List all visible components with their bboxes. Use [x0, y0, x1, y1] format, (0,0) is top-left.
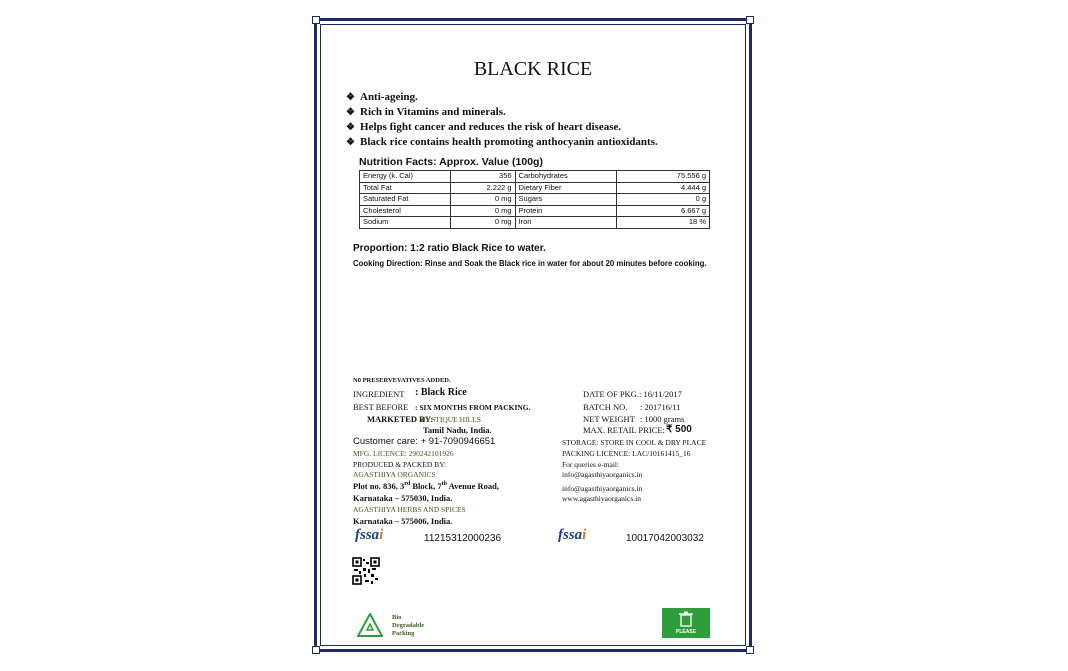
benefits-list — [346, 90, 658, 150]
table-row: Sodium 0 mg Iron 18 % — [360, 217, 710, 229]
packing-licence: PACKING LICENCE: LAC/10161415_16 — [562, 449, 691, 458]
email-2: info@agasthiyaorganics.in — [562, 484, 643, 493]
address-line2: Karnataka – 575030, India. — [353, 493, 453, 503]
fssai-number-1: 11215312000236 — [424, 533, 502, 544]
nutrition-table — [359, 170, 710, 229]
marketed-by-state: Tamil Nadu, India. — [423, 425, 492, 435]
recycle-icon — [357, 613, 383, 637]
fssai-logo: fssai — [558, 527, 587, 543]
bin-text: PLEASE — [675, 629, 696, 635]
qr-code-icon — [352, 557, 380, 585]
produced-by: PRODUCED & PACKED BY: — [353, 460, 447, 469]
corner-ornament — [312, 646, 320, 654]
net-weight-label: NET WEIGHT — [583, 414, 635, 424]
dustbin-sign — [662, 608, 710, 638]
table-row: Total Fat 2.222 g Dietary Fiber 4.444 g — [360, 182, 710, 194]
best-before-label: BEST BEFORE — [353, 402, 409, 412]
corner-ornament — [746, 646, 754, 654]
diamond-bullet-icon: ❖ — [346, 107, 355, 118]
list-item: ❖ Helps fight cancer and reduces the risk of heart disease. — [346, 121, 622, 133]
date-of-pkg: DATE OF PKG.: 16/11/2017 — [583, 389, 682, 399]
dustbin-icon — [679, 611, 693, 627]
org-name: AGASTHIYA ORGANICS — [353, 470, 436, 479]
best-before-value: : SIX MONTHS FROM PACKING. — [415, 403, 531, 412]
corner-ornament — [312, 16, 320, 24]
cooking-direction: Cooking Direction: Rinse and Soak the Black rice in water for about 20 minutes before cooking. — [353, 259, 707, 268]
corner-ornament — [746, 16, 754, 24]
batch-label: BATCH NO. — [583, 402, 628, 412]
marketed-by-label: MARKETED BY: — [367, 414, 434, 424]
list-item: ❖ Black rice contains health promoting anthocyanin antioxidants. — [346, 136, 658, 148]
storage: STORAGE: STORE IN COOL & DRY PLACE — [562, 438, 707, 447]
page-title: BLACK RICE — [473, 58, 593, 80]
marketed-by-value: MYSTIQUE HILLS — [419, 415, 481, 424]
mrp-value: ₹ 500 — [666, 424, 692, 435]
herbs-name: AGASTHIYA HERBS AND SPICES — [353, 505, 466, 514]
list-item: ❖ Anti-ageing. — [346, 91, 418, 103]
email-1: info@agasthiyaorganics.in — [562, 470, 643, 479]
herbs-address: Karnataka – 575006, India. — [353, 516, 453, 526]
proportion-text: Proportion: 1:2 ratio Black Rice to water. — [353, 243, 546, 254]
fssai-logo: fssai — [355, 527, 384, 543]
mrp-label: MAX. RETAIL PRICE: — [583, 425, 665, 435]
diamond-bullet-icon: ❖ — [346, 92, 355, 103]
batch-value: : 201716/11 — [640, 402, 681, 412]
diamond-bullet-icon: ❖ — [346, 137, 355, 148]
bio-degradable-text: Bio Degradable Packing — [392, 614, 425, 637]
queries-label: For queries e-mail: — [562, 460, 620, 469]
ingredient-label: INGREDIENT — [353, 389, 405, 399]
diamond-bullet-icon: ❖ — [346, 122, 355, 133]
nutrition-title: Nutrition Facts: Approx. Value (100g) — [359, 156, 543, 168]
table-row: Saturated Fat 0 mg Sugars 0 g — [360, 194, 710, 206]
website: www.agasthiyaorganics.in — [562, 494, 641, 503]
address-line1: Plot no. 836, 3rd Block, 7th Avenue Road, — [353, 481, 500, 491]
mfg-licence: MFG. LICENCE: 290242101926 — [353, 449, 454, 458]
table-row: Energy (k. Cal) 356 Carbohydrates 75.556 g — [360, 171, 710, 183]
list-item: ❖ Rich in Vitamins and minerals. — [346, 106, 506, 118]
no-preservatives: N0 PRESERVEVATIVES ADDED. — [353, 377, 451, 384]
customer-care: Customer care: + 91-7090946651 — [353, 436, 496, 447]
net-weight-value: : 1000 grams — [640, 414, 685, 424]
ingredient-value: : Black Rice — [415, 387, 467, 398]
fssai-number-2: 10017042003032 — [626, 533, 704, 544]
table-row: Cholesterol 0 mg Protein 6.667 g — [360, 205, 710, 217]
